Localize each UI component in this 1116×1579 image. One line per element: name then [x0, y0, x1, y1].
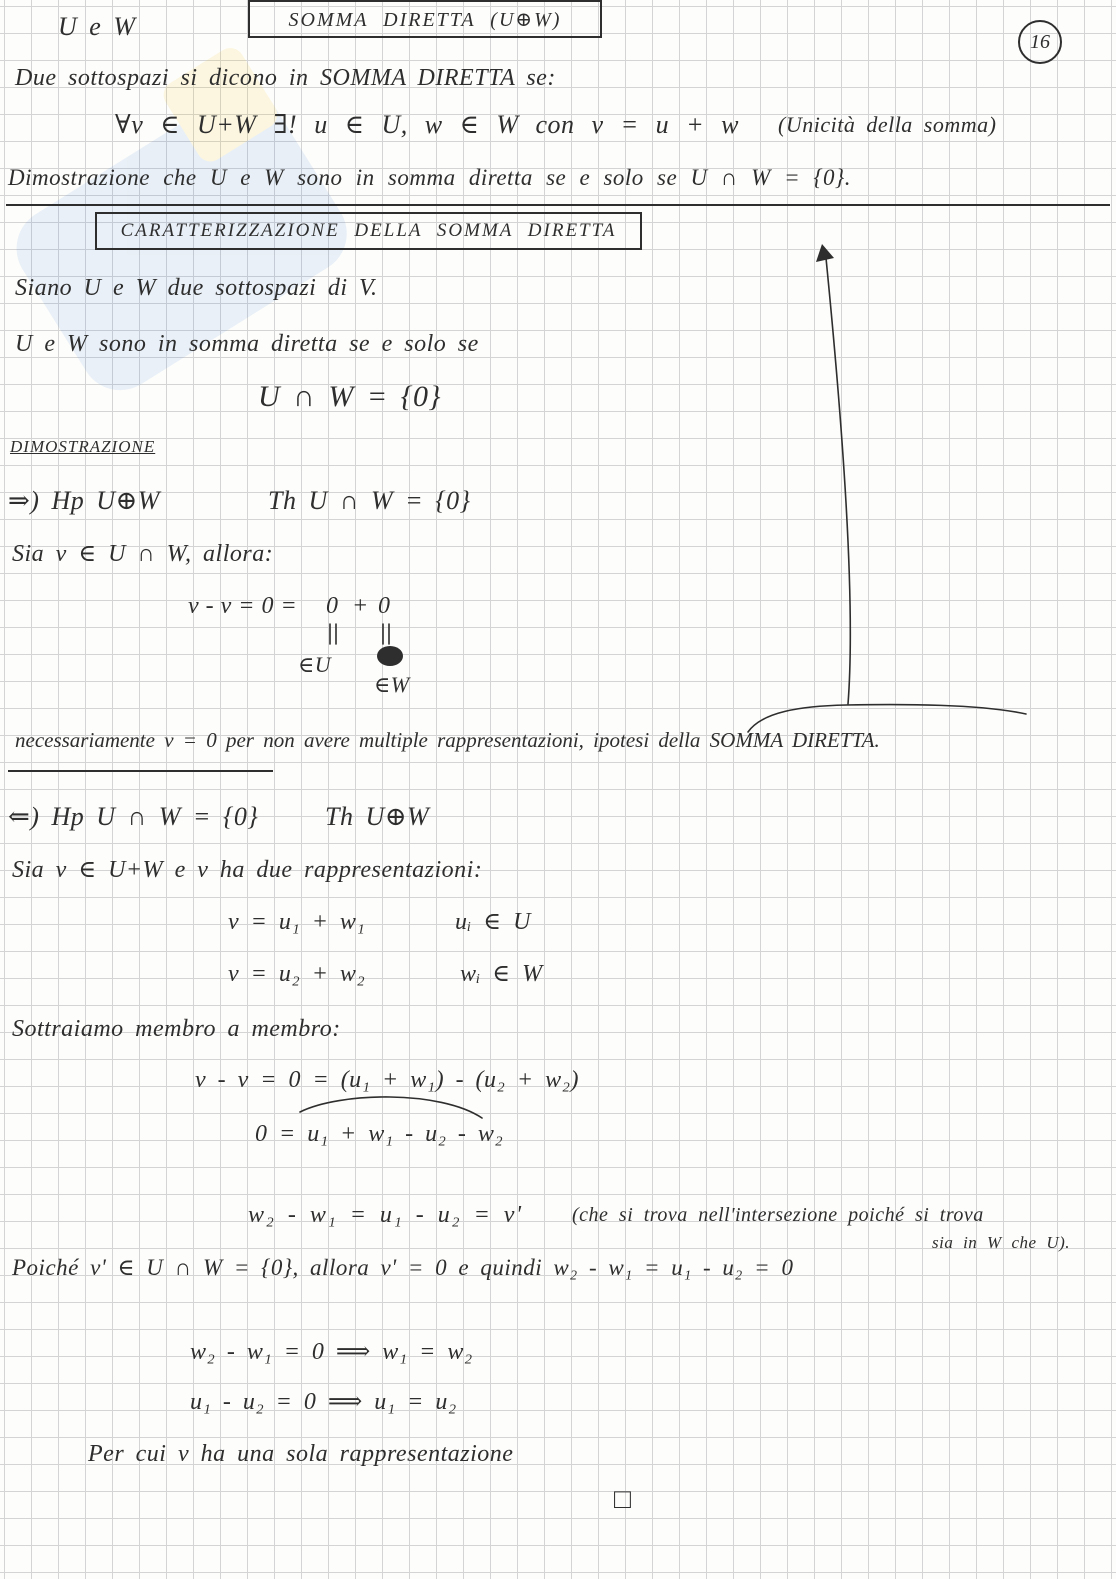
definition-intro: Due sottospazi si dicono in SOMMA DIRETTA se: — [15, 65, 556, 91]
equation-3: w₂ - w₁ = u₁ - u₂ = v' — [248, 1202, 523, 1228]
backward-hypothesis: ⇐) Hp U ∩ W = {0} — [8, 802, 259, 831]
subtract-step: Sottraiamo membro a membro: — [12, 1016, 341, 1042]
equation-2: 0 = u₁ + w₁ - u₂ - w₂ — [255, 1121, 504, 1147]
theorem-title: CARATTERIZZAZIONE DELLA SOMMA DIRETTA — [120, 220, 617, 241]
arrowhead — [816, 244, 834, 262]
theorem-statement: U e W sono in somma diretta se e solo se — [15, 331, 479, 357]
move-term-arrow — [300, 1097, 482, 1118]
theorem-hypothesis: Siano U e W due sottospazi di V. — [15, 275, 378, 301]
backward-let: Sia v ∈ U+W e v ha due rappresentazioni: — [12, 857, 483, 883]
forward-term-u: 0 — [326, 593, 339, 619]
forward-hypothesis: ⇒) Hp U⊕W — [8, 486, 160, 515]
title-box-label: SOMMA DIRETTA (U⊕W) — [288, 8, 562, 31]
title-box-caratterizzazione — [95, 212, 642, 250]
qed-mark: □ — [614, 1484, 632, 1515]
header-subspaces: U e W — [58, 12, 136, 41]
equation-3-note-line-2: sia in W che U). — [932, 1233, 1071, 1252]
forward-end-rule — [8, 770, 273, 772]
theorem-formula: U ∩ W = {0} — [258, 380, 442, 413]
forward-equation-left: v - v = 0 = — [188, 593, 298, 619]
final-statement: Per cui v ha una sola rappresentazione — [88, 1441, 514, 1467]
equal-mark-w — [383, 624, 389, 644]
equation-3-note-line-1: (che si trova nell'intersezione poiché si trova — [572, 1204, 984, 1226]
since-statement: Poiché v' ∈ U ∩ W = {0}, allora v' = 0 e quindi w₂ - w₁ = u₁ - u₂ = 0 — [12, 1255, 794, 1280]
forward-in-u: ∈U — [298, 652, 332, 677]
representation-2-note: wᵢ ∈ W — [460, 961, 543, 987]
watermark-accent — [158, 43, 282, 167]
forward-conclusion: necessariamente v = 0 per non avere multiple rappresentazioni, ipotesi della SOMMA DIRETTA. — [15, 728, 880, 752]
forward-thesis: Th U ∩ W = {0} — [268, 486, 471, 515]
definition-note: (Unicità della somma) — [778, 112, 997, 137]
forward-plus: + — [352, 593, 369, 619]
representation-1-note: uᵢ ∈ U — [455, 909, 531, 935]
page-number: 16 — [1030, 30, 1050, 53]
representation-2: v = u₂ + w₂ — [228, 961, 366, 987]
forward-term-w: 0 — [378, 593, 391, 619]
page-number-badge — [1018, 20, 1062, 64]
forward-let: Sia v ∈ U ∩ W, allora: — [12, 541, 274, 567]
result-w: w₂ - w₁ = 0 ⟹ w₁ = w₂ — [190, 1339, 473, 1365]
proof-heading: DIMOSTRAZIONE — [10, 437, 156, 456]
arrow-line — [826, 258, 850, 704]
title-box-somma-diretta — [248, 0, 602, 38]
equation-1: v - v = 0 = (u₁ + w₁) - (u₂ + w₂) — [195, 1067, 579, 1093]
section-divider — [6, 204, 1110, 206]
backward-thesis: Th U⊕W — [325, 802, 430, 831]
representation-1: v = u₁ + w₁ — [228, 909, 366, 935]
result-u: u₁ - u₂ = 0 ⟹ u₁ = u₂ — [190, 1389, 457, 1415]
scribble-blob — [377, 646, 403, 666]
equal-mark-u — [330, 624, 336, 644]
definition-condition: ∀v ∈ U+W ∃! u ∈ U, w ∈ W con v = u + w — [115, 110, 739, 139]
forward-in-w: ∈W — [374, 672, 410, 697]
definition-goal: Dimostrazione che U e W sono in somma diretta se e solo se U ∩ W = {0}. — [8, 165, 851, 190]
